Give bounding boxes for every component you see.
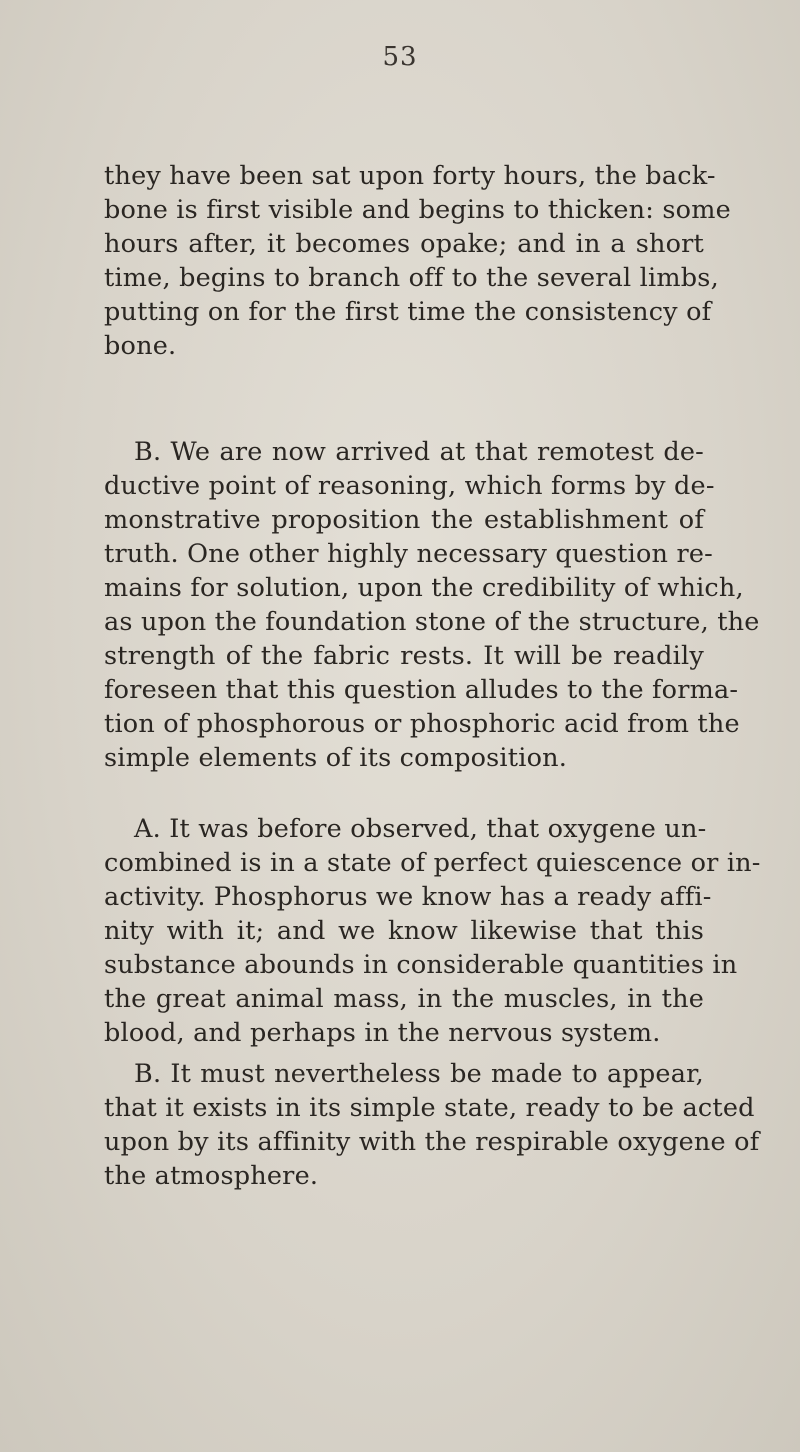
text-line: activity. Phosphorus we know has a ready affi- xyxy=(104,882,712,912)
paragraph xyxy=(104,1057,760,1193)
text-line: strength of the fabric rests. It will be readily xyxy=(104,641,704,671)
text-line: mains for solution, upon the credibility of which, xyxy=(104,573,744,603)
text-line: substance abounds in considerable quantities in xyxy=(104,950,738,980)
text-line: as upon the foundation stone of the structure, the xyxy=(104,607,760,637)
text-line: the atmosphere. xyxy=(104,1161,319,1191)
text-line: B. It must nevertheless be made to appear, xyxy=(134,1059,704,1089)
paragraph xyxy=(104,435,760,775)
page-number: 53 xyxy=(382,42,418,72)
text-line: bone. xyxy=(104,331,177,361)
text-line: blood, and perhaps in the nervous system. xyxy=(104,1018,661,1048)
paragraph xyxy=(104,159,731,363)
text-line: bone is first visible and begins to thicken: some xyxy=(104,195,731,225)
text-line: truth. One other highly necessary question re- xyxy=(104,539,713,569)
text-line: they have been sat upon forty hours, the back- xyxy=(104,161,716,191)
text-line: the great animal mass, in the muscles, in the xyxy=(104,984,704,1014)
text-line: time, begins to branch off to the several limbs, xyxy=(104,263,719,293)
paragraph xyxy=(104,812,761,1050)
text-line: hours after, it becomes opake; and in a short xyxy=(104,229,704,259)
text-line: simple elements of its composition. xyxy=(104,743,568,773)
text-line: combined is in a state of perfect quiescence or in- xyxy=(104,848,761,878)
text-line: nity with it; and we know likewise that this xyxy=(104,916,704,946)
text-line: that it exists in its simple state, ready to be acted xyxy=(104,1093,755,1123)
text-line: foreseen that this question alludes to the forma- xyxy=(104,675,739,705)
text-line: ductive point of reasoning, which forms by de- xyxy=(104,471,715,501)
text-line: putting on for the first time the consistency of xyxy=(104,297,712,327)
text-line: tion of phosphorous or phosphoric acid from the xyxy=(104,709,740,739)
text-line: upon by its affinity with the respirable oxygene of xyxy=(104,1127,760,1157)
text-line: B. We are now arrived at that remotest de- xyxy=(134,437,704,467)
text-line: A. It was before observed, that oxygene un- xyxy=(134,814,707,844)
text-line: monstrative proposition the establishment of xyxy=(104,505,704,535)
